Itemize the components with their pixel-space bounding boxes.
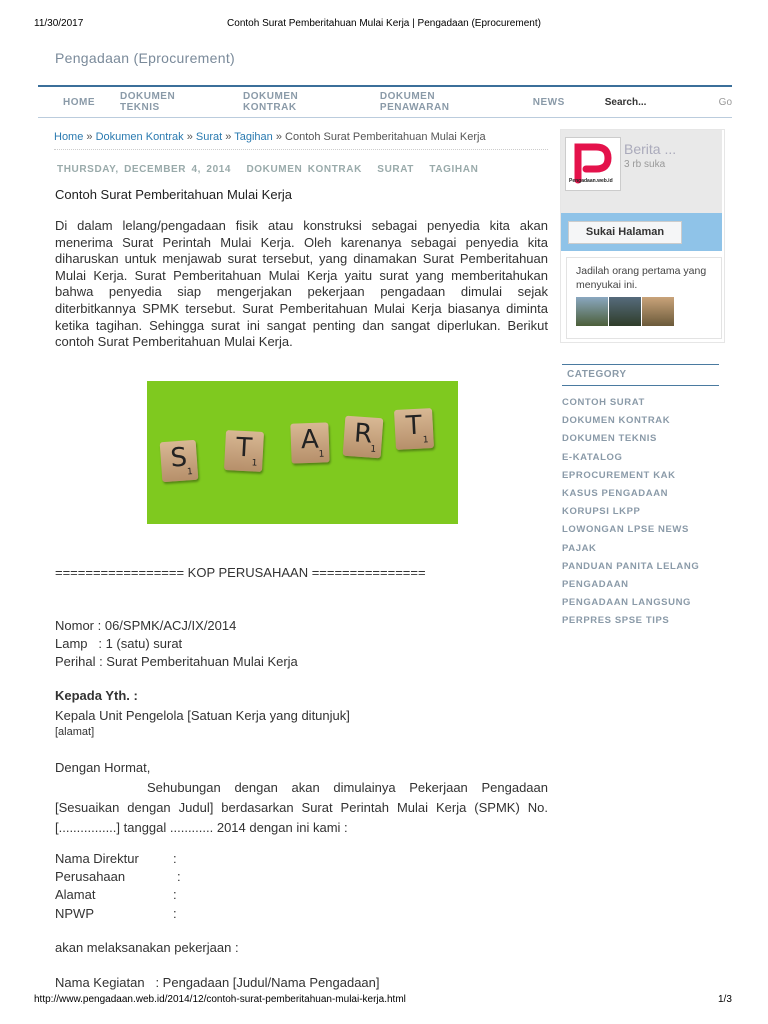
- scrabble-tile: [394, 408, 434, 450]
- tile-score: 1: [318, 449, 325, 460]
- post-intro: Di dalam lelang/pengadaan fisik atau konstruksi sebagai penyedia kita akan menerima Surat Perintah Mulai Kerja. Oleh karenanya sebagai penyedia kita diharuskan untuk menjawab surat tersebut, yang dinamakan Surat Pemberitahuan Mulai Kerja. Surat Pemberitahuan Mulai Kerja yaitu surat yang memberitahukan bahwa penyedia siap mengerjakan pekerjaan pengadaan dimulai sejak diterbitkannya SPMK tersebut. Surat Pemberitahuan Mulai Kerja biasanya diminta ketika tagihan. Sehingga surat ini sangat penting dan sangat diperlukan. Berikut contoh Surat Pemberitahuan Mulai Kerja.: [55, 218, 548, 350]
- category-item[interactable]: LOWONGAN LPSE NEWS: [562, 524, 689, 536]
- tile-letter: T: [405, 410, 423, 442]
- facebook-page-logo[interactable]: [565, 137, 621, 191]
- scrabble-tile: [224, 430, 264, 472]
- tile-score: 1: [186, 467, 194, 478]
- nav-bottom-border: [38, 117, 732, 118]
- post-label-surat[interactable]: SURAT: [377, 164, 414, 175]
- category-item[interactable]: CONTOH SURAT: [562, 397, 645, 408]
- breadcrumb-separator: »: [186, 131, 193, 143]
- like-button-label: Sukai Halaman: [585, 226, 665, 238]
- facebook-friends-text: Jadilah orang pertama yang menyukai ini.: [576, 265, 707, 291]
- category-heading: CATEGORY: [562, 364, 719, 386]
- nav-news[interactable]: NEWS: [532, 96, 565, 108]
- facebook-like-button[interactable]: [568, 221, 682, 244]
- category-item[interactable]: EPROCUREMENT KAK: [562, 469, 676, 481]
- tile-letter: S: [169, 442, 189, 474]
- letter-greeting: Dengan Hormat,: [55, 760, 151, 775]
- breadcrumb-divider: [54, 149, 548, 150]
- breadcrumb-home[interactable]: Home: [54, 131, 84, 143]
- field-perusahaan: Perusahaan: [55, 869, 126, 884]
- logo-caption: Pengadaan.web.id: [569, 178, 613, 184]
- field-colon: :: [173, 887, 177, 902]
- category-item[interactable]: PAJAK: [562, 542, 597, 554]
- breadcrumb-current: Contoh Surat Pemberitahuan Mulai Kerja: [285, 131, 486, 143]
- friend-avatar[interactable]: [576, 297, 608, 326]
- tile-letter: T: [235, 432, 253, 464]
- breadcrumb-separator: »: [275, 131, 282, 143]
- category-list: [562, 394, 732, 631]
- scrabble-tile: [160, 440, 199, 482]
- facebook-page-name[interactable]: Berita ...: [624, 141, 677, 157]
- letter-perihal: Perihal : Surat Pemberitahuan Mulai Kerja: [55, 654, 298, 669]
- scrabble-tile: [290, 422, 329, 463]
- start-scrabble-image: [147, 381, 458, 524]
- field-colon: :: [177, 869, 181, 884]
- letter-lamp: Lamp : 1 (satu) surat: [55, 636, 183, 651]
- nav-dokumen-kontrak[interactable]: DOKUMEN KONTRAK: [243, 91, 299, 113]
- category-item[interactable]: PENGADAAN: [562, 579, 629, 591]
- nav-dokumen-penawaran[interactable]: DOKUMEN PENAWARAN: [379, 91, 450, 113]
- category-item[interactable]: PANDUAN PANITA LELANG: [562, 560, 700, 572]
- category-item[interactable]: PENGADAAN LANGSUNG: [562, 597, 692, 609]
- letter-nomor: Nomor : 06/SPMK/ACJ/IX/2014: [55, 618, 237, 633]
- letter-kepada: Kepada Yth. :: [55, 688, 138, 703]
- breadcrumb-dokumen-kontrak[interactable]: Dokumen Kontrak: [95, 131, 184, 143]
- breadcrumb: [54, 131, 486, 143]
- print-date: 11/30/2017: [34, 18, 84, 29]
- category-item[interactable]: DOKUMEN KONTRAK: [562, 415, 671, 427]
- nav-dokumen-teknis[interactable]: DOKUMEN TEKNIS: [120, 91, 176, 113]
- search-input[interactable]: Search...: [604, 96, 647, 108]
- post-title[interactable]: Contoh Surat Pemberitahuan Mulai Kerja: [55, 187, 293, 202]
- field-colon: :: [173, 851, 177, 866]
- category-item[interactable]: DOKUMEN TEKNIS: [562, 433, 657, 445]
- tile-score: 1: [422, 435, 429, 446]
- letter-address: [alamat]: [55, 726, 95, 738]
- friend-avatar[interactable]: [642, 297, 674, 326]
- breadcrumb-tagihan[interactable]: Tagihan: [234, 131, 273, 143]
- category-item[interactable]: KASUS PENGADAAN: [562, 488, 669, 500]
- tile-score: 1: [251, 458, 258, 469]
- breadcrumb-separator: »: [225, 131, 232, 143]
- letter-recipient: Kepala Unit Pengelola [Satuan Kerja yang ditunjuk]: [55, 708, 350, 723]
- post-label-tagihan[interactable]: TAGIHAN: [429, 164, 479, 175]
- site-title[interactable]: Pengadaan (Eprocurement): [55, 50, 235, 66]
- category-item[interactable]: KORUPSI LKPP: [562, 506, 641, 518]
- main-nav: [38, 87, 732, 117]
- tile-letter: R: [353, 418, 374, 450]
- scrabble-tile: [343, 416, 384, 459]
- field-alamat: Alamat: [55, 887, 96, 902]
- facebook-like-count: 3 rb suka: [624, 159, 666, 170]
- print-url: http://www.pengadaan.web.id/2014/12/contoh-surat-pemberitahuan-mulai-kerja.html: [34, 994, 406, 1005]
- search-go-button[interactable]: Go: [718, 96, 733, 108]
- category-item[interactable]: PERPRES SPSE TIPS: [562, 615, 670, 627]
- category-item[interactable]: E-KATALOG: [562, 451, 623, 463]
- letter-kegiatan: Nama Kegiatan : Pengadaan [Judul/Nama Pengadaan]: [55, 975, 380, 990]
- field-colon: :: [173, 906, 177, 921]
- field-nama-direktur: Nama Direktur: [55, 851, 139, 866]
- letter-body: [55, 758, 548, 838]
- field-npwp: NPWP: [55, 906, 94, 921]
- letter-paragraph: Sehubungan dengan akan dimulainya Pekerjaan Pengadaan [Sesuaikan dengan Judul] berdasarkan Surat Perintah Mulai Kerja (SPMK) No. [................] tanggal ............ 2014 dengan ini kami :: [55, 780, 548, 835]
- tile-letter: A: [300, 424, 320, 456]
- print-page-number: 1/3: [718, 994, 732, 1005]
- post-date: THURSDAY, DECEMBER 4, 2014: [57, 164, 232, 175]
- post-label-dokumen-kontrak[interactable]: DOKUMEN KONTRAK: [246, 164, 362, 175]
- tile-score: 1: [370, 444, 377, 455]
- letter-akan: akan melaksanakan pekerjaan :: [55, 940, 239, 955]
- friend-avatar[interactable]: [609, 297, 641, 326]
- breadcrumb-separator: »: [86, 131, 93, 143]
- nav-home[interactable]: HOME: [63, 96, 95, 108]
- post-meta: [57, 164, 488, 175]
- breadcrumb-surat[interactable]: Surat: [195, 131, 223, 143]
- print-page-title: Contoh Surat Pemberitahuan Mulai Kerja | Pengadaan (Eprocurement): [227, 18, 541, 29]
- kop-perusahaan: ================= KOP PERUSAHAAN ===============: [55, 565, 426, 580]
